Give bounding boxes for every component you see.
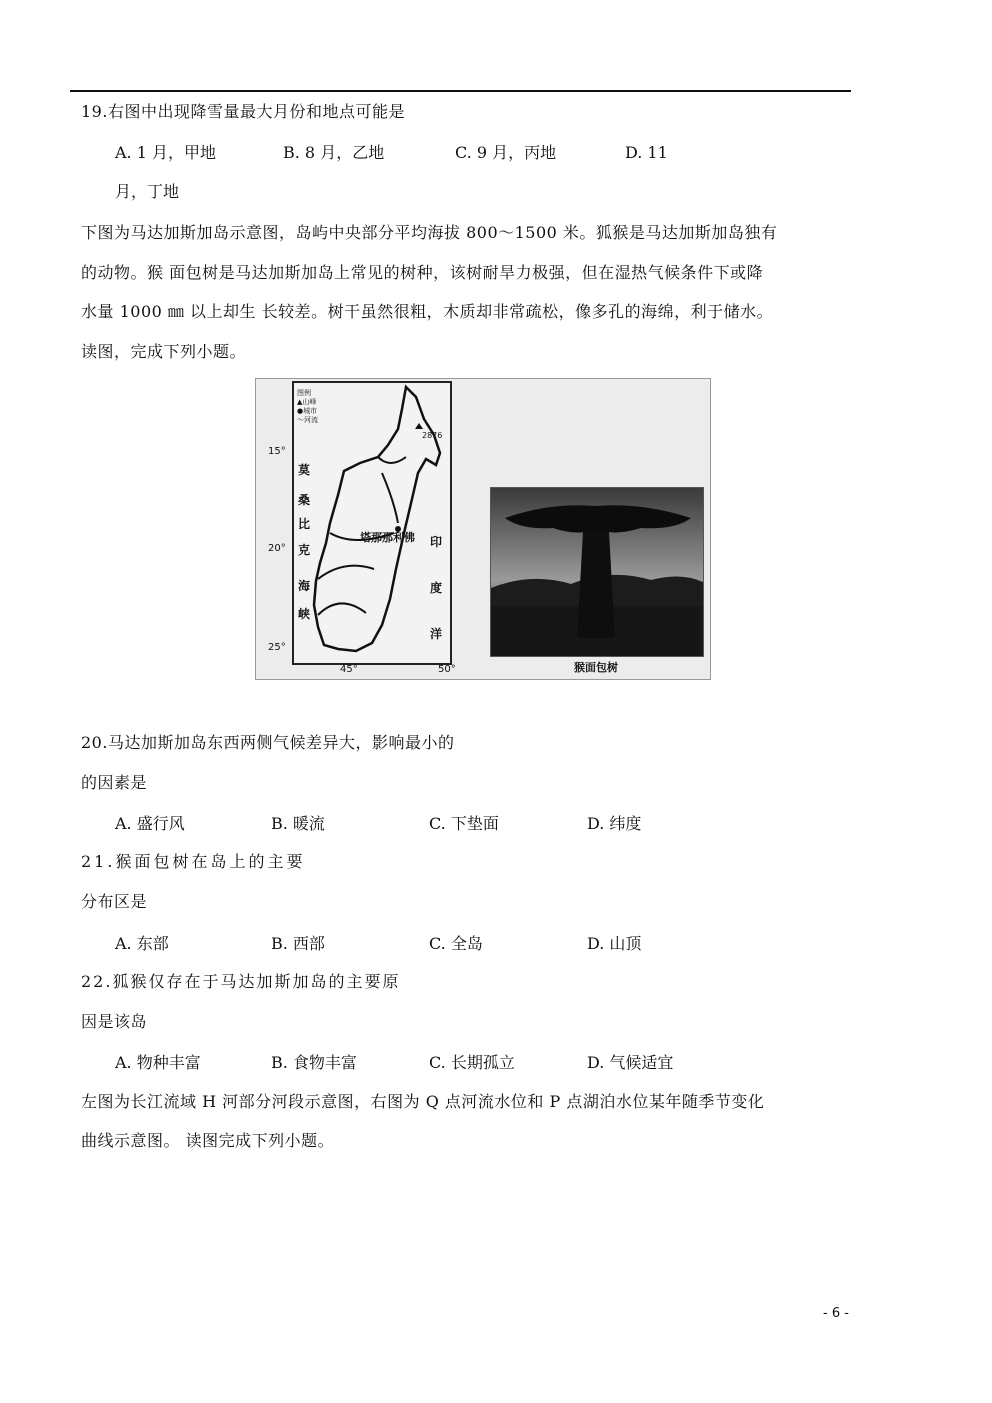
q20-option-b: B. 暖流 (271, 814, 325, 833)
q22-stem-line-2: 因是该岛 (81, 1012, 148, 1031)
peak-elevation-label: 2876 (422, 431, 443, 440)
west-sea-char-6: 峡 (298, 607, 311, 621)
peak-triangle-icon (415, 423, 423, 429)
q22-option-d: D. 气候适宜 (587, 1053, 674, 1072)
q20-option-d: D. 纬度 (587, 814, 642, 833)
q21-option-b: B. 西部 (271, 934, 325, 953)
q20-stem-line-2: 的因素是 (81, 773, 148, 792)
east-sea-char-3: 洋 (430, 627, 443, 641)
madagascar-figure (255, 378, 711, 680)
q21-option-a: A. 东部 (115, 934, 169, 953)
lon-label-50: 50° (438, 664, 456, 675)
lat-label-25: 25° (268, 642, 286, 653)
q21-option-c: C. 全岛 (429, 934, 483, 953)
island-outline-svg (294, 383, 450, 663)
intro1-line-2: 的动物。猴 面包树是马达加斯加岛上常见的树种，该树耐旱力极强，但在湿热气候条件下或降 (81, 263, 764, 282)
q19-option-a: A. 1 月，甲地 (115, 143, 216, 162)
legend-title: 图例 (297, 389, 311, 397)
legend-peak: ▲山峰 (297, 398, 317, 406)
page-number: - 6 - (823, 1306, 849, 1321)
intro2-line-1: 左图为长江流域 H 河部分河段示意图，右图为 Q 点河流水位和 P 点湖泊水位某年随季节变化 (81, 1092, 765, 1111)
q19-option-c: C. 9 月，丙地 (455, 143, 557, 162)
q19-option-b: B. 8 月，乙地 (283, 143, 385, 162)
q22-option-a: A. 物种丰富 (115, 1053, 201, 1072)
q22-option-c: C. 长期孤立 (429, 1053, 515, 1072)
legend-city: ●城市 (297, 407, 318, 415)
river-west-2 (318, 566, 374, 579)
intro1-line-4: 读图，完成下列小题。 (81, 342, 247, 361)
baobab-photo (490, 487, 704, 657)
west-sea-char-2: 桑 (298, 493, 311, 507)
lat-label-20: 20° (268, 543, 286, 554)
intro1-line-1: 下图为马达加斯加岛示意图，岛屿中央部分平均海拔 800～1500 米。狐猴是马达加斯加岛独有 (81, 223, 778, 242)
q21-stem-line-2: 分布区是 (81, 892, 148, 911)
baobab-tree-image (491, 488, 703, 656)
river-south (318, 603, 366, 615)
q21-option-d: D. 山顶 (587, 934, 642, 953)
lat-label-15: 15° (268, 446, 286, 457)
q19-option-d-continuation: 月，丁地 (115, 182, 180, 201)
header-rule (70, 90, 851, 92)
q19-option-d: D. 11 (625, 143, 668, 162)
river-north (378, 457, 406, 463)
east-sea-char-1: 印 (430, 535, 443, 549)
q21-stem-line-1: 21.猴面包树在岛上的主要 (81, 852, 306, 871)
lon-label-45: 45° (340, 664, 358, 675)
west-sea-char-3: 比 (298, 517, 311, 531)
q20-stem-line-1: 20.马达加斯加岛东西两侧气候差异大，影响最小的 (81, 733, 455, 752)
west-sea-char-1: 莫 (298, 463, 311, 477)
q22-option-b: B. 食物丰富 (271, 1053, 357, 1072)
west-sea-char-5: 海 (298, 579, 311, 593)
west-sea-char-4: 克 (298, 543, 311, 557)
river-central (382, 473, 398, 523)
east-sea-char-2: 度 (430, 581, 443, 595)
q22-stem-line-1: 22.狐猴仅存在于马达加斯加岛的主要原 (81, 972, 401, 991)
city-label: 塔那那利佛 (360, 531, 415, 544)
intro1-line-3: 水量 1000 ㎜ 以上却生 长较差。树干虽然很粗，木质却非常疏松，像多孔的海绵，利于储水。 (81, 302, 774, 321)
intro2-line-2: 曲线示意图。 读图完成下列小题。 (81, 1131, 335, 1150)
q20-option-c: C. 下垫面 (429, 814, 499, 833)
q19-stem: 19.右图中出现降雪量最大月份和地点可能是 (81, 102, 405, 121)
photo-caption: 猴面包树 (574, 661, 618, 674)
madagascar-map (292, 381, 452, 665)
q20-option-a: A. 盛行风 (115, 814, 185, 833)
map-legend (297, 389, 318, 425)
legend-river: ～河流 (297, 416, 318, 424)
